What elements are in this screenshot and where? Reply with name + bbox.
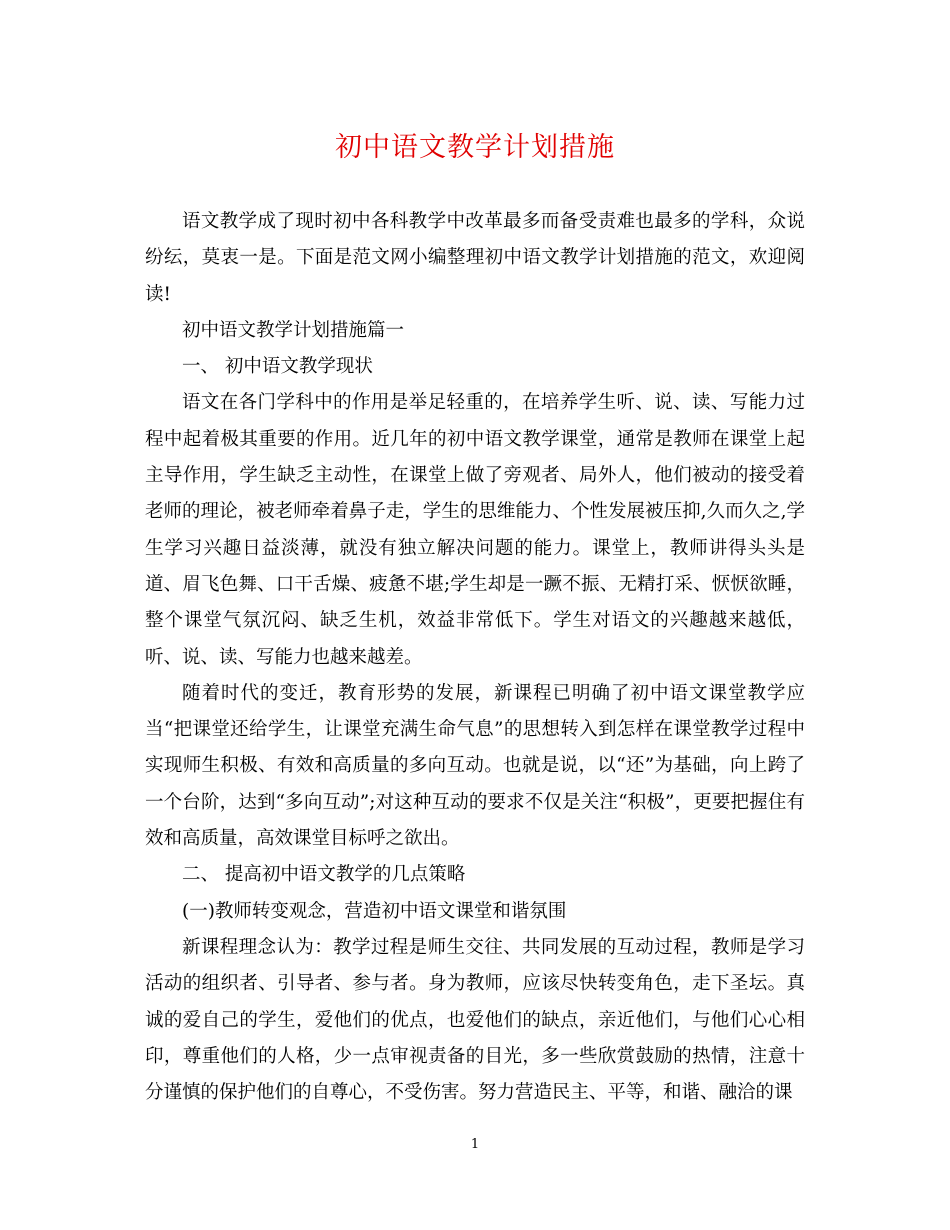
body-paragraph: 语文在各门学科中的作用是举足轻重的，在培养学生听、说、读、写能力过程中起着极其重要的作用。近几年的初中语文教学课堂，通常是教师在课堂上起主导作用，学生缺乏主动性，在课堂上做了旁观者、局外人，他们被动的接受着老师的理论，被老师牵着鼻子走，学生的思维能力、个性发展被压抑,久而久之,学生学习兴趣日益淡薄，就没有独立解决问题的能力。课堂上，教师讲得头头是道、眉飞色舞、口干舌燥、疲惫不堪;学生却是一蹶不振、无精打采、恹恹欲睡，整个课堂气氛沉闷、缺乏生机，效益非常低下。学生对语文的兴趣越来越低，听、说、读、写能力也越来越差。 — [145, 392, 805, 668]
document-body — [145, 204, 805, 1111]
body-paragraph: 随着时代的变迁，教育形势的发展，新课程已明确了初中语文课堂教学应当“把课堂还给学生，让课堂充满生命气息”的思想转入到怎样在课堂教学过程中实现师生积极、有效和高质量的多向互动。也就是说，以“还”为基础，向上跨了一个台阶，达到“多向互动”;对这种互动的要求不仅是关注“积极”，更要把握住有效和高质量，高效课堂目标呼之欲出。 — [145, 682, 805, 850]
section-heading-part-one: 初中语文教学计划措施篇一 — [182, 319, 405, 341]
body-paragraph: 新课程理念认为：教学过程是师生交往、共同发展的互动过程，教师是学习活动的组织者、引导者、参与者。身为教师，应该尽快转变角色，走下圣坛。真诚的爱自己的学生，爱他们的优点，也爱他们的缺点，亲近他们，与他们心心相印，尊重他们的人格，少一点审视责备的目光，多一些欣赏鼓励的热情，注意十分谨慎的保护他们的自尊心，不受伤害。努力营造民主、平等，和谐、融洽的课 — [145, 936, 805, 1104]
heading-current-situation: 一、 初中语文教学现状 — [182, 356, 373, 378]
page-number: 1 — [470, 1137, 480, 1152]
heading-strategies: 二、 提高初中语文教学的几点策略 — [182, 864, 466, 886]
intro-paragraph: 语文教学成了现时初中各科教学中改革最多而备受责难也最多的学科，众说纷纭，莫衷一是。下面是范文网小编整理初中语文教学计划措施的范文，欢迎阅读! — [145, 211, 805, 305]
subheading-teacher-concept: (一)教师转变观念，营造初中语文课堂和谐氛围 — [182, 900, 567, 922]
document-title: 初中语文教学计划措施 — [335, 132, 615, 163]
